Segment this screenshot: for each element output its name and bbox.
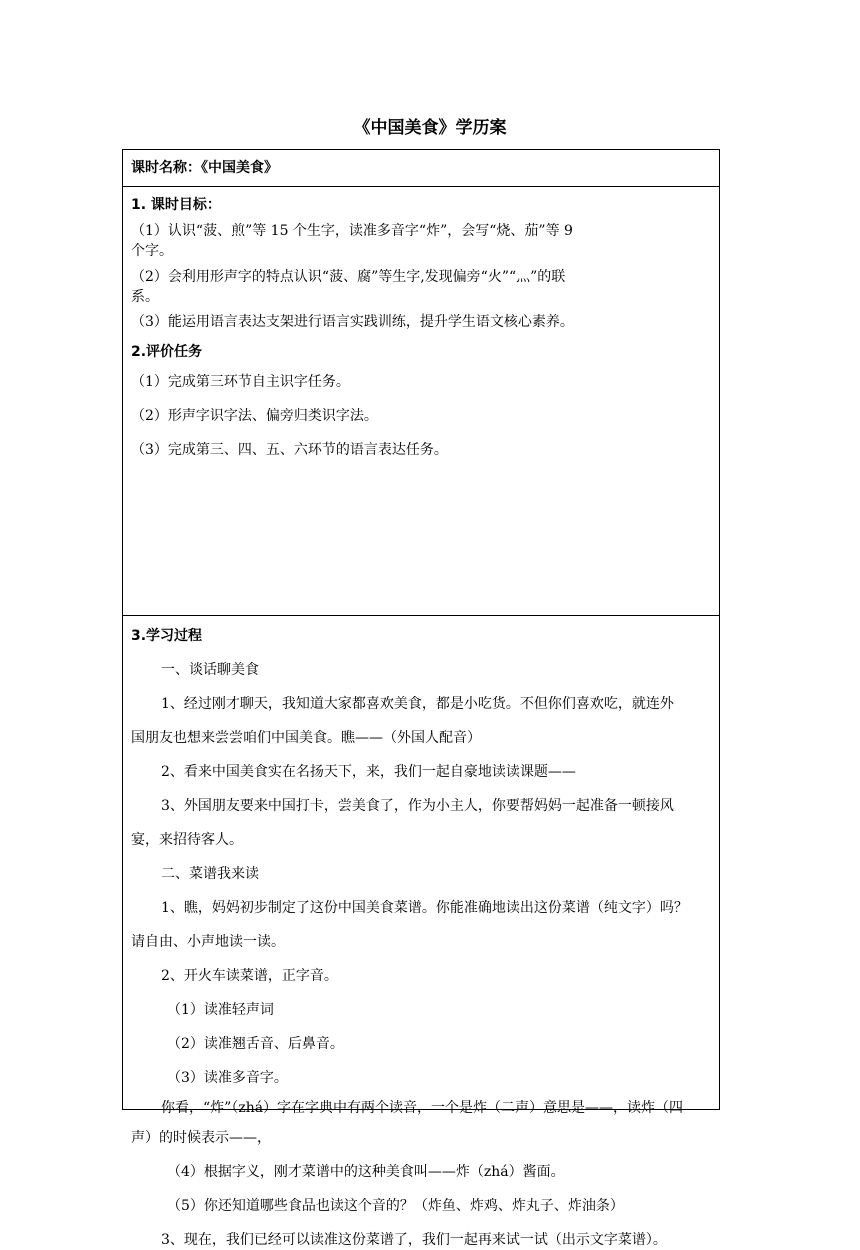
process-line: 2、开火车读菜谱，正字音。 [161, 968, 338, 984]
objective-line: （3）能运用语言表达支架进行语言实践训练，提升学生语文核心素养。 [131, 314, 574, 330]
process-row [123, 616, 719, 1248]
process-line: 3、现在，我们已经可以读准这份菜谱了，我们一起再来试一试（出示文字菜谱）。 [161, 1232, 667, 1248]
process-line: （1）读准轻声词 [167, 1002, 274, 1018]
lesson-name-row [123, 150, 719, 187]
process-line: （4）根据字义，刚才菜谱中的这种美食叫——炸（zhá）酱面。 [167, 1164, 565, 1180]
process-line: 2、看来中国美食实在名扬天下，来，我们一起自豪地读读课题—— [161, 764, 576, 780]
process-line: 国朋友也想来尝尝咱们中国美食。瞧——（外国人配音） [131, 730, 481, 746]
evaluation-line: （2）形声字识字法、偏旁归类识字法。 [131, 408, 378, 424]
objective-line: 个字。 [131, 243, 173, 259]
objective-line: 系。 [131, 289, 159, 305]
evaluation-line: （1）完成第三环节自主识字任务。 [131, 374, 350, 390]
lesson-name: 课时名称：《中国美食》 [131, 160, 278, 176]
objectives-heading: 1. 课时目标： [131, 197, 221, 213]
process-line: 3、外国朋友要来中国打卡，尝美食了，作为小主人，你要帮妈妈一起准备一顿接风 [161, 798, 674, 814]
lesson-table [122, 149, 720, 1248]
evaluation-line: （3）完成第三、四、五、六环节的语言表达任务。 [131, 442, 448, 458]
process-line: （3）读准多音字。 [167, 1070, 288, 1086]
document-title: 《中国美食》学历案 [353, 118, 507, 138]
process-line: 请自由、小声地读一读。 [131, 934, 285, 950]
process-line: 你看，“炸”（zhá）字在字典中有两个读音，一个是炸（二声）意思是——，读炸（四 [161, 1100, 684, 1116]
process-line: （5）你还知道哪些食品也读这个音的？（炸鱼、炸鸡、炸丸子、炸油条） [167, 1198, 624, 1214]
process-line: 1、瞧，妈妈初步制定了这份中国美食菜谱。你能准确地读出这份菜谱（纯文字）吗？ [161, 900, 688, 916]
process-line: 1、经过刚才聊天，我知道大家都喜欢美食，都是小吃货。不但你们喜欢吃，就连外 [161, 696, 674, 712]
process-line: （2）读准翘舌音、后鼻音。 [167, 1036, 344, 1052]
evaluation-heading: 2.评价任务 [131, 344, 203, 360]
process-heading: 3.学习过程 [131, 628, 203, 644]
process-line: 一、谈话聊美食 [161, 662, 259, 678]
process-line: 宴，来招待客人。 [131, 832, 243, 848]
process-line: 声）的时候表示——， [131, 1130, 271, 1146]
objective-line: （2）会利用形声字的特点认识“菠、腐”等生字,发现偏旁“火”“灬”的联 [131, 269, 566, 285]
objective-line: （1）认识“菠、煎”等 15 个生字，读准多音字“炸”，会写“烧、茄”等 9 [131, 223, 573, 239]
process-line: 二、菜谱我来读 [161, 866, 259, 882]
objectives-row [123, 187, 719, 616]
